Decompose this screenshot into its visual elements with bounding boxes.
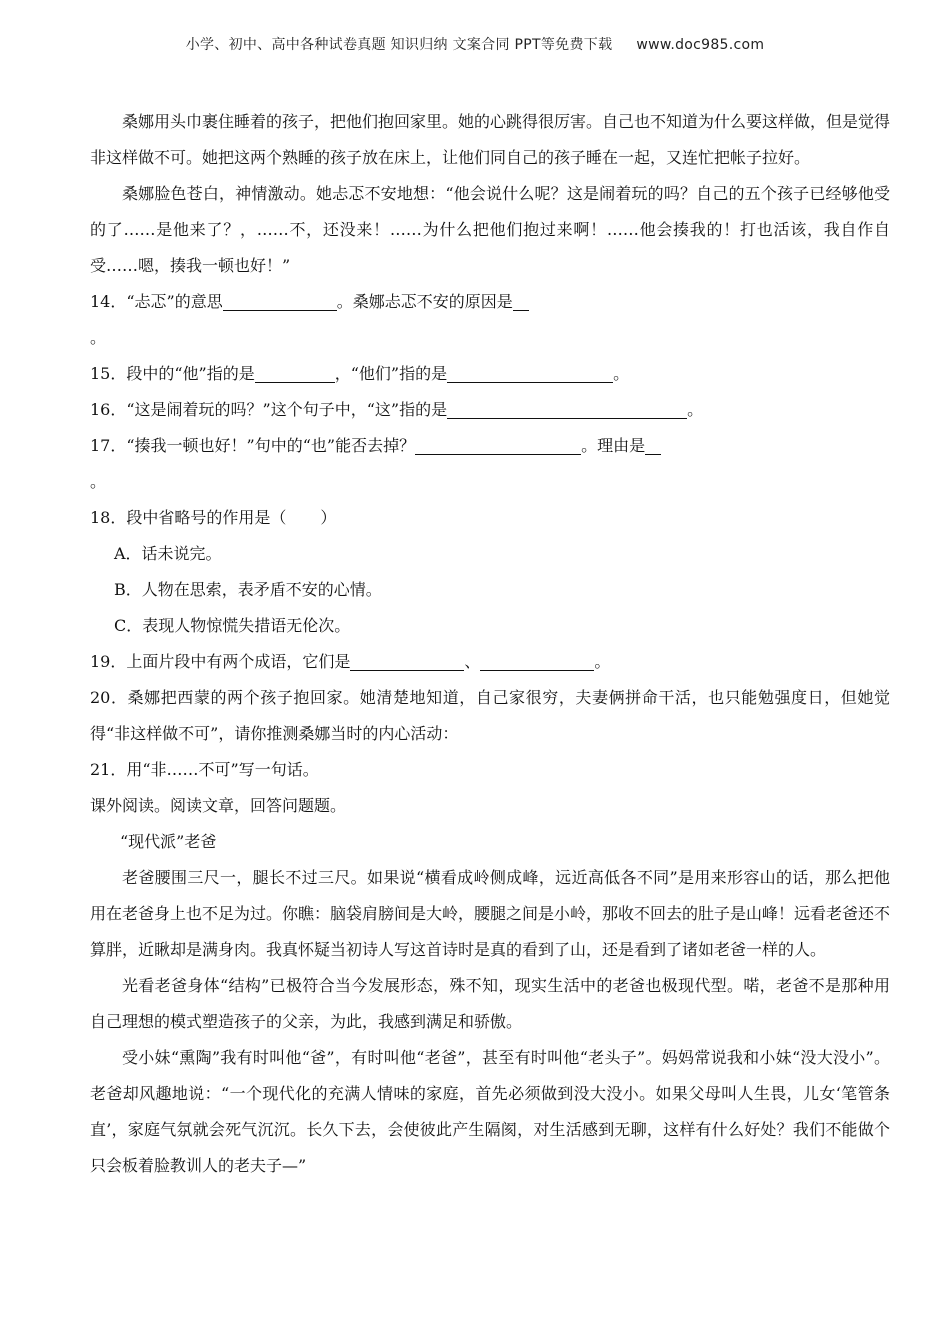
question-14: 14．“忐忑”的意思 。桑娜忐忑不安的原因是: [90, 284, 890, 320]
answer-blank-19b[interactable]: [480, 650, 594, 671]
answer-blank-15a[interactable]: [255, 362, 335, 383]
option-c[interactable]: C．表现人物惊慌失措语无伦次。: [114, 616, 351, 635]
answer-blank-14a[interactable]: [223, 290, 337, 311]
answer-blank-17a[interactable]: [415, 434, 581, 455]
answer-blank-16[interactable]: [447, 398, 687, 419]
question-16: 16．“这是闹着玩的吗？”这个句子中，“这”指的是 。: [90, 400, 704, 419]
header-text: 小学、初中、高中各种试卷真题 知识归纳 文案合同 PPT等免费下载: [185, 37, 613, 53]
article-paragraph-3: 受小妹“熏陶”我有时叫他“爸”，有时叫他“老爸”，甚至有时叫他“老头子”。妈妈常说我和小妹“没大没小”。老爸却风趣地说：“一个现代化的充满人情味的家庭，首先必须做到没大没小。如果父母叫人生畏，儿女‘笔管条直’，家庭气氛就会死气沉沉。长久下去，会使彼此产生隔阂，对生活感到无聊，这样有什么好处？我们不能做个只会板着脸教训人的老夫子—”: [90, 1048, 890, 1175]
question-18: 18．段中省略号的作用是（ ）: [90, 508, 337, 527]
option-a[interactable]: A．话未说完。: [114, 544, 222, 563]
section-intro: 课外阅读。阅读文章，回答问题题。: [90, 796, 347, 815]
header-url[interactable]: www.doc985.com: [636, 37, 765, 53]
passage-paragraph-2: 桑娜脸色苍白，神情激动。她忐忑不安地想：“他会说什么呢？这是闹着玩的吗？自己的五个孩子已经够他受的了……是他来了？，……不，还没来！……为什么把他们抱过来啊！……他会揍我的！打也活该，我自作自受……嗯，揍我一顿也好！”: [90, 184, 890, 275]
question-20: 20．桑娜把西蒙的两个孩子抱回家。她清楚地知道，自己家很穷，夫妻俩拼命干活，也只能勉强度日，但她觉得“非这样做不可”，请你推测桑娜当时的内心活动：: [90, 688, 890, 743]
question-17-end: 。: [90, 472, 107, 491]
question-17: 17．“揍我一顿也好！”句中的“也”能否去掉？ 。理由是: [90, 428, 890, 464]
answer-blank-19a[interactable]: [350, 650, 464, 671]
article-paragraph-2: 光看老爸身体“结构”已极符合当今发展形态，殊不知，现实生活中的老爸也极现代型。喏，老爸不是那种用自己理想的模式塑造孩子的父亲，为此，我感到满足和骄傲。: [90, 976, 890, 1031]
option-b[interactable]: B．人物在思索，表矛盾不安的心情。: [114, 580, 382, 599]
article-title: “现代派”老爸: [120, 832, 217, 851]
passage-paragraph-1: 桑娜用头巾裹住睡着的孩子，把他们抱回家里。她的心跳得很厉害。自己也不知道为什么要这样做，但是觉得非这样做不可。她把这两个熟睡的孩子放在床上，让他们同自己的孩子睡在一起，又连忙把帐子拉好。: [90, 112, 891, 167]
answer-blank-15b[interactable]: [447, 362, 613, 383]
answer-blank-17b[interactable]: [645, 434, 661, 455]
question-21: 21．用“非……不可”写一句话。: [90, 760, 319, 779]
answer-blank-14b[interactable]: [513, 290, 529, 311]
question-15: 15．段中的“他”指的是 ，“他们”指的是 。: [90, 364, 630, 383]
question-19: 19．上面片段中有两个成语，它们是 、 。: [90, 652, 611, 671]
article-paragraph-1: 老爸腰围三尺一，腿长不过三尺。如果说“横看成岭侧成峰，远近高低各不同”是用来形容山的话，那么把他用在老爸身上也不足为过。你瞧：脑袋肩膀间是大岭，腰腿之间是小岭，那收不回去的肚子是山峰！远看老爸还不算胖，近瞅却是满身肉。我真怀疑当初诗人写这首诗时是真的看到了山，还是看到了诸如老爸一样的人。: [90, 868, 891, 959]
question-14-end: 。: [90, 328, 107, 347]
document-body: [90, 104, 890, 1184]
page-header: [0, 34, 950, 54]
